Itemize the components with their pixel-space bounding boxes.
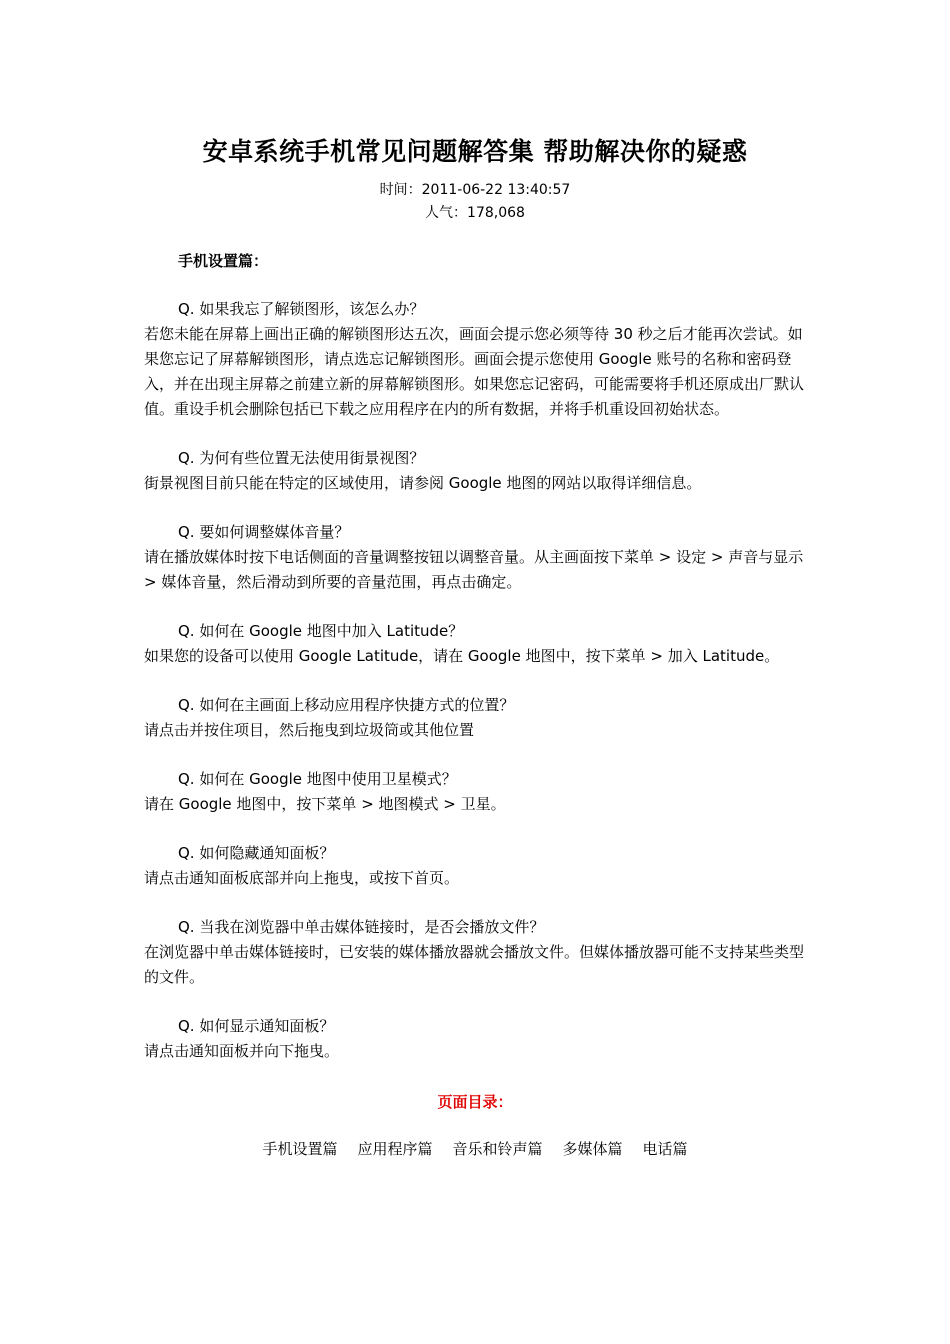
question: Q. 如何隐藏通知面板？ — [178, 844, 335, 862]
toc-title: 页面目录： — [437, 1093, 513, 1111]
toc-link-applications[interactable]: 应用程序篇 — [357, 1140, 433, 1158]
page-title: 安卓系统手机常见问题解答集 帮助解决你的疑惑 — [202, 137, 748, 166]
answer: 若您未能在屏幕上画出正确的解锁图形达五次，画面会提示您必须等待 30 秒之后才能再次尝试。如果您忘记了屏幕解锁图形，请点选忘记解锁图形。画面会提示您使用 Google 账号的名称和密码登入，并在出现主屏幕之前建立新的屏幕解锁图形。如果您忘记密码，可能需要将手机还原成出厂默认值。重设手机会删除包括已下载之应用程序在内的所有数据，并将手机重设回初始状态。 — [144, 325, 805, 418]
answer: 请在播放媒体时按下电话侧面的音量调整按钮以调整音量。从主画面按下菜单 > 设定 > 声音与显示 > 媒体音量，然后滑动到所要的音量范围，再点击确定。 — [144, 548, 804, 591]
popularity-count: 人气：178,068 — [425, 205, 525, 221]
qa-item — [144, 446, 806, 496]
qa-item — [144, 767, 806, 817]
question: Q. 如何在 Google 地图中加入 Latitude？ — [178, 622, 464, 640]
publish-time: 时间：2011-06-22 13:40:57 — [379, 182, 571, 198]
qa-item — [144, 520, 806, 595]
qa-item — [144, 619, 806, 669]
question: Q. 如果我忘了解锁图形，该怎么办？ — [178, 300, 425, 318]
answer: 在浏览器中单击媒体链接时，已安装的媒体播放器就会播放文件。但媒体播放器可能不支持某些类型的文件。 — [144, 943, 805, 986]
answer: 请点击通知面板底部并向上拖曳，或按下首页。 — [144, 869, 460, 887]
answer: 如果您的设备可以使用 Google Latitude，请在 Google 地图中，按下菜单 > 加入 Latitude。 — [144, 647, 780, 665]
article — [144, 128, 806, 1162]
question: Q. 当我在浏览器中单击媒体链接时，是否会播放文件？ — [178, 918, 545, 936]
qa-item — [144, 841, 806, 891]
answer: 街景视图目前只能在特定的区域使用，请参阅 Google 地图的网站以取得详细信息。 — [144, 474, 702, 492]
toc-link-phone-settings[interactable]: 手机设置篇 — [262, 1140, 338, 1158]
qa-item — [144, 297, 806, 422]
answer: 请点击并按住项目，然后拖曳到垃圾筒或其他位置 — [144, 721, 475, 739]
question: Q. 如何在 Google 地图中使用卫星模式？ — [178, 770, 457, 788]
toc-link-phone-calls[interactable]: 电话篇 — [642, 1140, 688, 1158]
question: Q. 如何显示通知面板？ — [178, 1017, 335, 1035]
toc-link-multimedia[interactable]: 多媒体篇 — [562, 1140, 623, 1158]
answer: 请在 Google 地图中，按下菜单 > 地图模式 > 卫星。 — [144, 795, 506, 813]
qa-item — [144, 915, 806, 990]
question: Q. 为何有些位置无法使用街景视图？ — [178, 449, 425, 467]
table-of-contents — [144, 1137, 806, 1162]
answer: 请点击通知面板并向下拖曳。 — [144, 1042, 340, 1060]
qa-item — [144, 693, 806, 743]
qa-item — [144, 1014, 806, 1064]
question: Q. 要如何调整媒体音量？ — [178, 523, 350, 541]
question: Q. 如何在主画面上移动应用程序快捷方式的位置？ — [178, 696, 515, 714]
article-meta — [144, 179, 806, 225]
toc-link-music-ringtones[interactable]: 音乐和铃声篇 — [452, 1140, 543, 1158]
section-title: 手机设置篇： — [178, 252, 269, 270]
